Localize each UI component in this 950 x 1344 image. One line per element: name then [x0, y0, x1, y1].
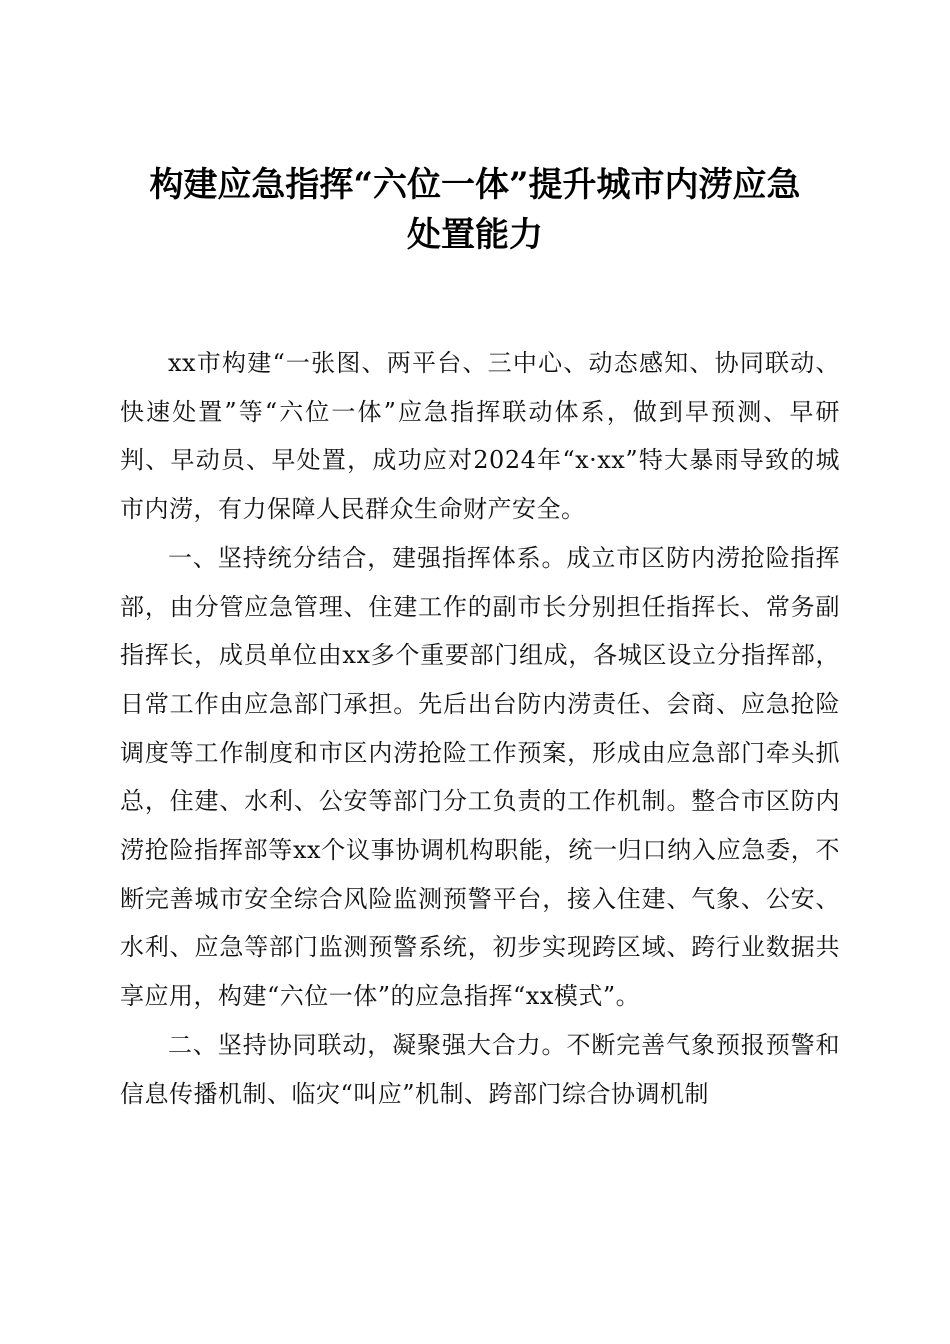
title-line-2: 处置能力 — [407, 215, 543, 255]
document-title — [110, 160, 840, 260]
paragraph-section-2: 二、坚持协同联动，凝聚强大合力。不断完善气象预报预警和信息传播机制、临灾“叫应”机制、跨部门综合协调机制 — [120, 1030, 840, 1108]
title-line-1: 构建应急指挥“六位一体”提升城市内涝应急 — [149, 165, 801, 205]
document-body — [120, 339, 840, 1118]
paragraph-intro: xx市构建“一张图、两平台、三中心、动态感知、协同联动、快速处置”等“六位一体”应急指挥联动体系，做到早预测、早研判、早动员、早处置，成功应对2024年“x·xx”特大暴雨导致的城市内涝，有力保障人民群众生命财产安全。 — [120, 349, 840, 524]
paragraph-section-1: 一、坚持统分结合，建强指挥体系。成立市区防内涝抢险指挥部，由分管应急管理、住建工作的副市长分别担任指挥长、常务副指挥长，成员单位由xx多个重要部门组成，各城区设立分指挥部，日常工作由应急部门承担。先后出台防内涝责任、会商、应急抢险调度等工作制度和市区内涝抢险工作预案，形成由应急部门牵头抓总，住建、水利、公安等部门分工负责的工作机制。整合市区防内涝抢险指挥部等xx个议事协调机构职能，统一归口纳入应急委，不断完善城市安全综合风险监测预警平台，接入住建、气象、公安、水利、应急等部门监测预警系统，初步实现跨区域、跨行业数据共享应用，构建“六位一体”的应急指挥“xx模式”。 — [120, 543, 840, 1011]
